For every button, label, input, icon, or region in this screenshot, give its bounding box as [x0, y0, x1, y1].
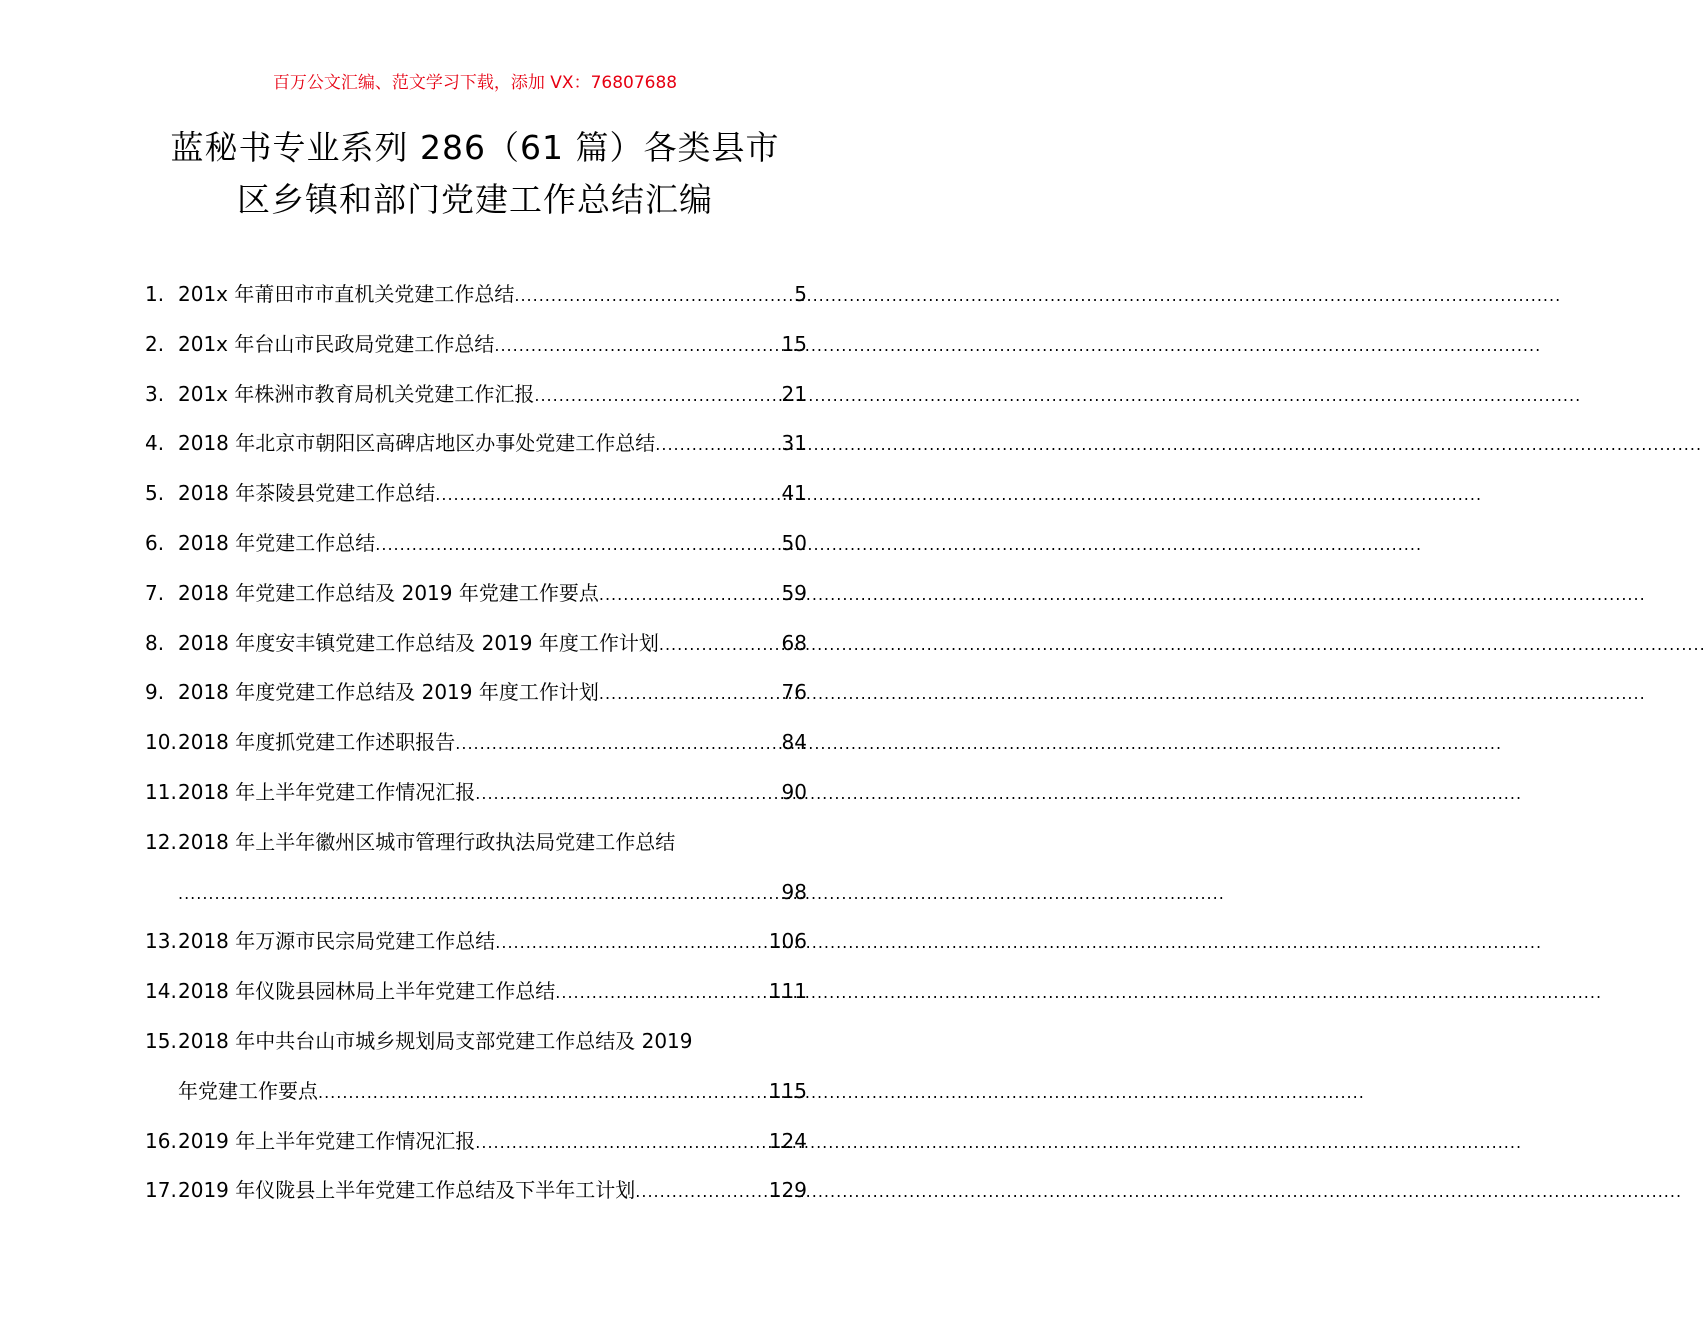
toc-title: 2018 年度党建工作总结及 2019 年度工作计划: [178, 680, 599, 705]
toc-title: 2018 年党建工作总结: [178, 530, 376, 555]
toc-number: 3.: [145, 381, 165, 406]
toc-entry[interactable]: [145, 370, 807, 420]
toc-number: 12.: [145, 829, 177, 854]
toc-page: 106: [768, 929, 807, 954]
toc-leader: [435, 470, 781, 520]
toc-title: 2018 年度抓党建工作述职报告: [178, 730, 456, 755]
toc-page: 50: [781, 530, 807, 555]
toc-number: 8.: [145, 630, 165, 655]
toc-leader: [514, 271, 794, 321]
toc-leader: [475, 769, 781, 819]
toc-number: 9.: [145, 680, 165, 705]
toc-title-continued: 年党建工作要点: [178, 1078, 318, 1103]
toc-leader: [318, 1068, 769, 1118]
toc-entry[interactable]: [145, 917, 807, 967]
toc-title: 2019 年仪陇县上半年党建工作总结及下半年工计划: [178, 1178, 636, 1203]
toc-title: 2018 年党建工作总结及 2019 年党建工作要点: [178, 580, 599, 605]
toc-leader: [475, 1118, 769, 1168]
toc-page: 15: [781, 331, 807, 356]
toc-page: 124: [768, 1128, 807, 1153]
toc-leader: [455, 719, 781, 769]
toc-entry[interactable]: [145, 419, 807, 469]
toc-number: 2.: [145, 331, 165, 356]
toc-entry[interactable]: [145, 270, 807, 320]
page-title: [100, 122, 850, 226]
toc-entry[interactable]: [145, 668, 807, 718]
toc-number: 16.: [145, 1128, 177, 1153]
title-line-1: 蓝秘书专业系列 286（61 篇）各类县市: [170, 128, 780, 167]
toc-number: 13.: [145, 929, 177, 954]
toc-entry-continuation[interactable]: [145, 1067, 807, 1117]
toc-page: 111: [768, 979, 807, 1004]
toc-number: 1.: [145, 282, 165, 306]
toc-number: 10.: [145, 730, 177, 755]
toc-title: 2018 年仪陇县园林局上半年党建工作总结: [178, 979, 556, 1004]
toc-title: 2018 年度安丰镇党建工作总结及 2019 年度工作计划: [178, 630, 659, 655]
toc-page: 115: [768, 1078, 807, 1103]
header-note: 百万公文汇编、范文学习下载，添加 VX：76807688: [272, 73, 678, 93]
toc-page: 90: [781, 779, 807, 804]
toc-title: 2018 年上半年党建工作情况汇报: [178, 779, 476, 804]
toc-page: 68: [781, 630, 807, 655]
toc-number: 11.: [145, 779, 177, 804]
toc-number: 5.: [145, 481, 165, 506]
toc-leader: [178, 869, 782, 919]
toc-page: 21: [781, 381, 807, 406]
toc-entry-continuation[interactable]: [145, 868, 807, 918]
toc-entry[interactable]: [145, 718, 807, 768]
toc-leader: [599, 669, 782, 719]
toc-leader: [599, 570, 782, 620]
toc-leader: [375, 520, 781, 570]
toc-entry[interactable]: [145, 619, 807, 669]
toc-leader: [495, 918, 769, 968]
toc-entry[interactable]: [145, 768, 807, 818]
toc-leader: [635, 1167, 769, 1217]
toc-title: 2018 年中共台山市城乡规划局支部党建工作总结及 2019: [178, 1028, 693, 1053]
toc-page: 84: [781, 730, 807, 755]
toc-leader: [655, 420, 781, 470]
toc-entry[interactable]: [145, 1166, 807, 1216]
toc-leader: [659, 620, 782, 670]
toc-number: 6.: [145, 530, 165, 555]
toc-entry[interactable]: [145, 320, 807, 370]
toc-page: 31: [781, 431, 807, 456]
toc-entry[interactable]: [145, 469, 807, 519]
table-of-contents: [145, 270, 807, 1216]
toc-page: 98: [781, 879, 807, 904]
toc-page: 41: [781, 481, 807, 506]
toc-number: 17.: [145, 1178, 177, 1203]
toc-leader: [534, 371, 781, 421]
toc-page: 129: [768, 1178, 807, 1203]
toc-title: 201x 年株洲市教育局机关党建工作汇报: [178, 381, 535, 406]
toc-entry[interactable]: [145, 1117, 807, 1167]
toc-entry[interactable]: [145, 818, 807, 868]
toc-page: 5: [794, 282, 807, 306]
toc-number: 4.: [145, 431, 165, 456]
toc-page: 59: [781, 580, 807, 605]
toc-page: 76: [781, 680, 807, 705]
toc-title: 2019 年上半年党建工作情况汇报: [178, 1128, 476, 1153]
toc-entry[interactable]: [145, 569, 807, 619]
toc-title: 2018 年万源市民宗局党建工作总结: [178, 929, 496, 954]
toc-title: 2018 年茶陵县党建工作总结: [178, 481, 436, 506]
toc-leader: [555, 968, 769, 1018]
title-line-2: 区乡镇和部门党建工作总结汇编: [237, 180, 713, 219]
toc-number: 15.: [145, 1028, 177, 1053]
toc-entry[interactable]: [145, 967, 807, 1017]
toc-number: 7.: [145, 580, 165, 605]
toc-number: 14.: [145, 979, 177, 1004]
toc-title: 2018 年北京市朝阳区高碑店地区办事处党建工作总结: [178, 431, 656, 456]
toc-leader: [494, 321, 781, 371]
toc-title: 201x 年台山市民政局党建工作总结: [178, 331, 495, 356]
toc-entry[interactable]: [145, 1017, 807, 1067]
toc-title: 201x 年莆田市市直机关党建工作总结: [178, 282, 515, 306]
toc-title: 2018 年上半年徽州区城市管理行政执法局党建工作总结: [178, 829, 676, 854]
toc-entry[interactable]: [145, 519, 807, 569]
